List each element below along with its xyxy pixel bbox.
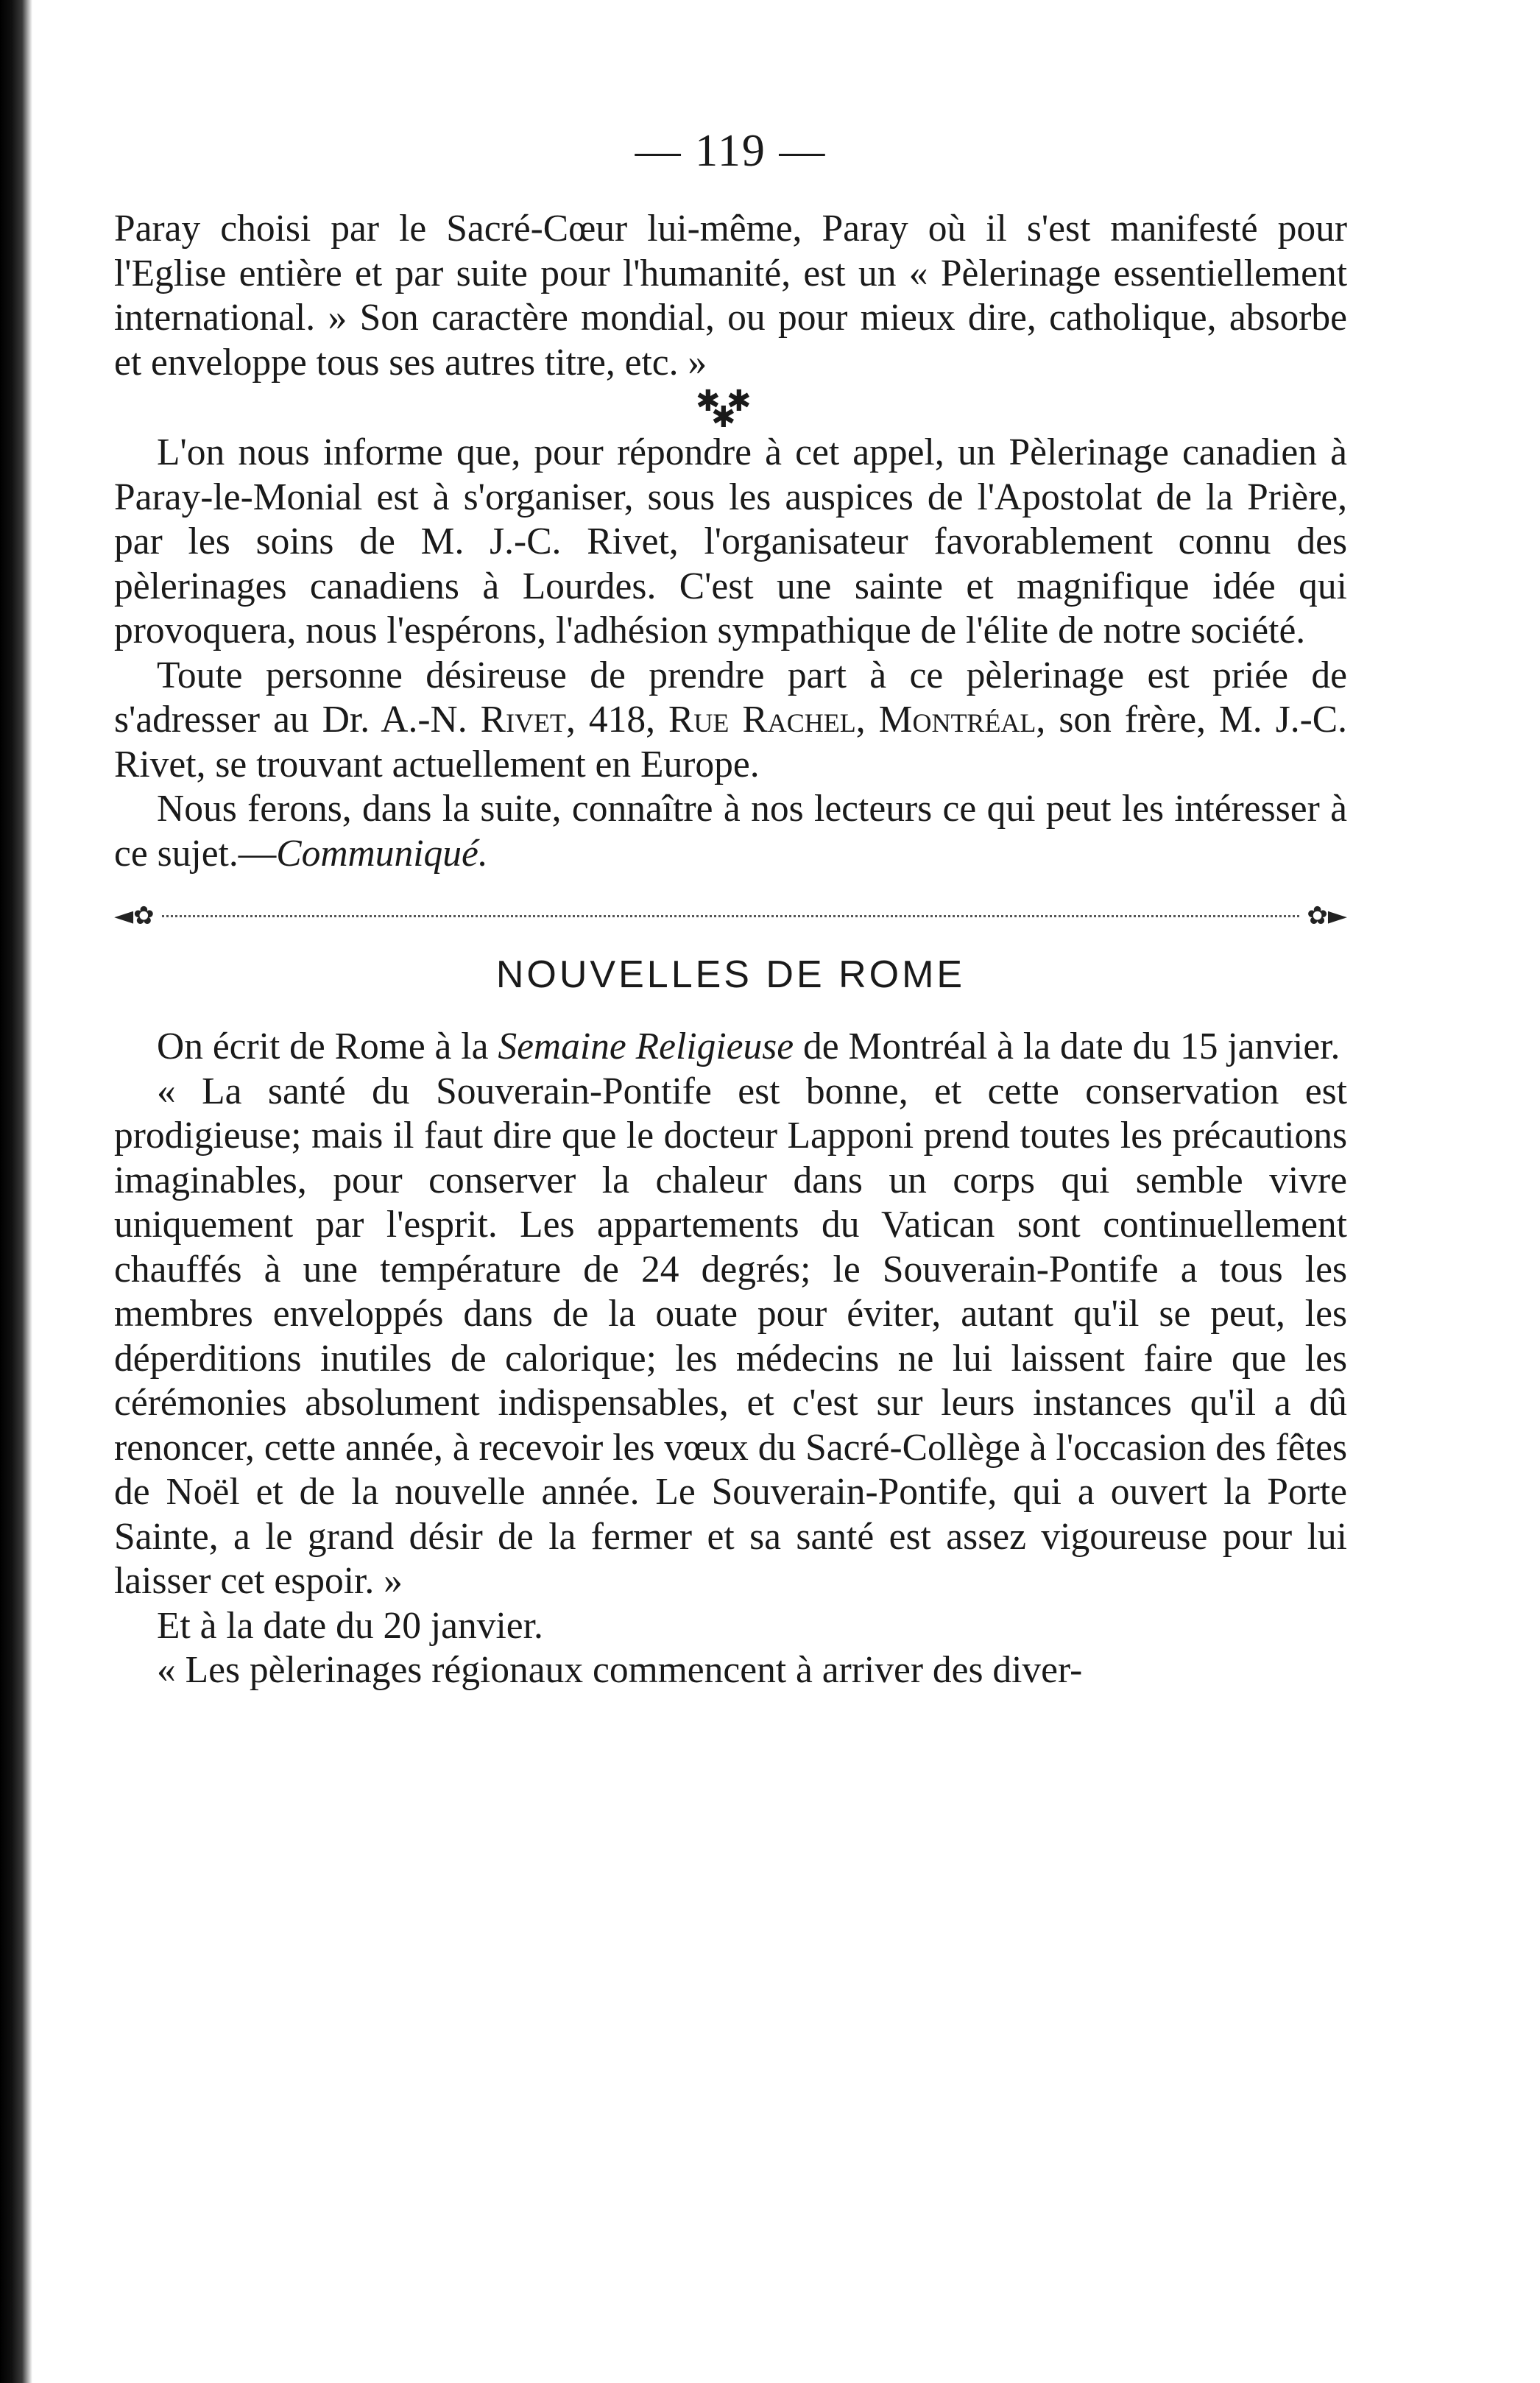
page-number: — 119 —: [635, 126, 827, 176]
section-title: NOUVELLES DE ROME: [495, 953, 966, 996]
star-right: ✱: [727, 384, 752, 418]
paragraph-contact: [114, 654, 1347, 788]
rome-publication-name: Semaine Religieuse: [498, 1025, 794, 1067]
ornament-dotted-line: [162, 915, 1300, 917]
contact-text-after: , son frère, M. J.-C. Rivet, se trouvant actuellement en Europe.: [114, 699, 1347, 785]
contact-text-before: Toute personne désireuse de prendre part à ce pèlerinage est priée de s'adresser au Dr. A.-N.: [114, 654, 1347, 741]
rome-intro-after: de Montréal à la date du 15 janvier.: [794, 1025, 1341, 1067]
binding-edge: [0, 0, 32, 2383]
paragraph-pilgrimage-announcement: L'on nous informe que, pour répondre à cet appel, un Pèlerinage canadien à Paray-le-Monial est à s'organiser, sous les auspices de l'Apostolat de la Prière, par les soins de M. J.-C. Rivet, l'organisateur favorablement connu des pèlerinages canadiens à Lourdes. C'est une sainte et magnifique idée qui provoquera, nous l'espérons, l'adhésion sympathique de l'élite de notre société.: [114, 431, 1347, 652]
book-page: [114, 125, 1347, 1693]
paragraph-rome-intro: [114, 1025, 1347, 1070]
ornament-left: ◄✿: [114, 901, 155, 931]
paragraph-date-20: Et à la date du 20 janvier.: [157, 1604, 543, 1647]
ornamental-rule: [114, 901, 1347, 931]
star-bottom: ✱: [711, 400, 736, 434]
paragraph-pilgrimages: « Les pèlerinages régionaux commencent à arriver des diver-: [157, 1649, 1083, 1691]
star-left: ✱: [696, 384, 721, 418]
paragraph-paray: Paray choisi par le Sacré-Cœur lui-même, Paray où il s'est manifesté pour l'Eglise entière et par suite pour l'humanité, est un « Pèlerinage essentiellement international. » Son caractère mondial, ou pour mieux dire, catholique, absorbe et enveloppe tous ses autres titre, etc. »: [114, 208, 1347, 384]
paragraph-pope-health: « La santé du Souverain-Pontife est bonne, et cette conservation est prodigieuse; mais il faut dire que le docteur Lapponi prend toutes les précautions imaginables, pour conserver la chaleur dans un corps qui semble vivre uniquement par l'esprit. Les appartements du Vatican sont continuellement chauffés à une température de 24 degrés; le Souverain-Pontife a tous les membres enveloppés dans de la ouate pour éviter, autant qu'il se peut, les déperditions inutiles de calorique; les médecins ne lui laissent faire que les cérémonies absolument indispensables, et c'est sur leurs instances qu'il a dû renoncer, cette année, à recevoir les vœux du Sacré-Collège à l'occasion des fêtes de Noël et de la nouvelle année. Le Souverain-Pontife, qui a ouvert la Porte Sainte, a le grand désir de la fermer et sa santé est assez vigoureuse pour lui laisser cet espoir. »: [114, 1070, 1347, 1602]
communique-text: Nous ferons, dans la suite, connaître à nos lecteurs ce qui peut les intéresser à ce sujet.—: [114, 788, 1347, 875]
paragraph-communique: [114, 787, 1347, 876]
asterism-separator: [114, 384, 1347, 434]
rome-intro-before: On écrit de Rome à la: [157, 1025, 498, 1067]
contact-address: Rivet, 418, Rue Rachel, Montréal: [480, 699, 1036, 741]
ornament-right: ✿►: [1307, 901, 1347, 931]
communique-signature: Communiqué.: [276, 832, 488, 875]
